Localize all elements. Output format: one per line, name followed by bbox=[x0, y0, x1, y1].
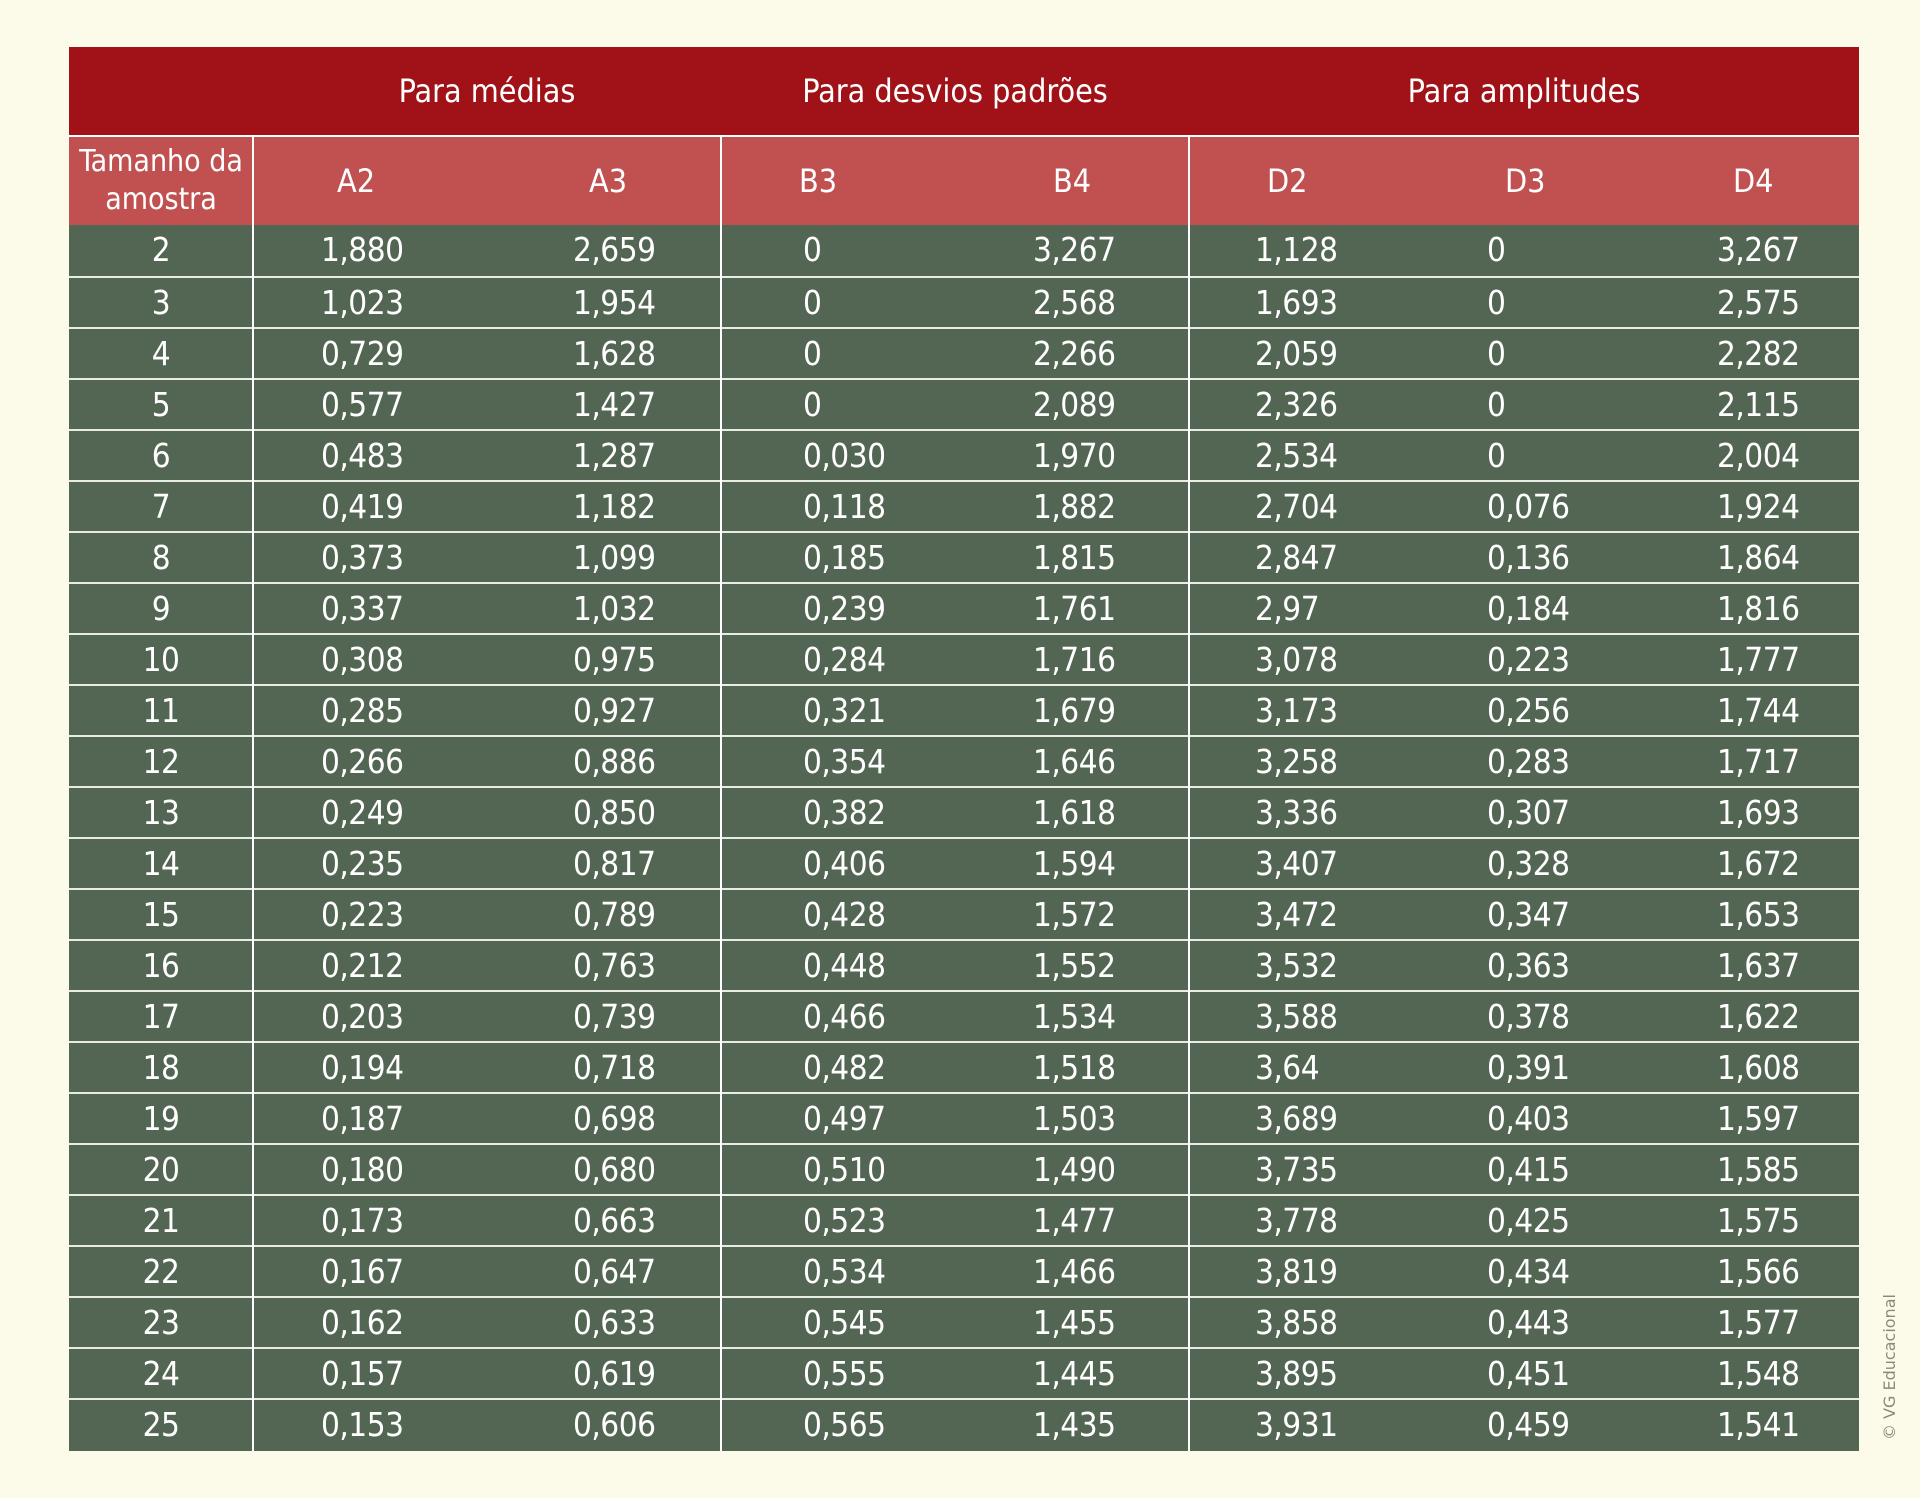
cell-a2: 0,223 bbox=[321, 895, 404, 934]
cell-d3: 0,378 bbox=[1487, 997, 1570, 1036]
cell-a2: 0,577 bbox=[321, 385, 404, 424]
cell-b4: 2,568 bbox=[1033, 283, 1116, 322]
cell-sample-size: 15 bbox=[142, 895, 180, 934]
cell-a2: 0,203 bbox=[321, 997, 404, 1036]
cell-sample-size: 4 bbox=[151, 334, 171, 373]
cell-b3: 0,523 bbox=[803, 1201, 886, 1240]
cell-b4: 1,445 bbox=[1033, 1354, 1116, 1393]
table-row bbox=[69, 1041, 1859, 1092]
cell-d4: 1,622 bbox=[1717, 997, 1800, 1036]
cell-a3: 0,633 bbox=[573, 1303, 656, 1342]
table-row bbox=[69, 1143, 1859, 1194]
cell-a3: 0,763 bbox=[573, 946, 656, 985]
cell-b3: 0,030 bbox=[803, 436, 886, 475]
cell-b4: 3,267 bbox=[1033, 230, 1116, 269]
table-row bbox=[69, 378, 1859, 429]
copyright-credit: © VG Educacional bbox=[1880, 1294, 1899, 1440]
sample-size-header-line1: Tamanho da bbox=[79, 144, 243, 179]
cell-a3: 0,680 bbox=[573, 1150, 656, 1189]
cell-b4: 1,761 bbox=[1033, 589, 1116, 628]
cell-b4: 1,534 bbox=[1033, 997, 1116, 1036]
table-row bbox=[69, 276, 1859, 327]
cell-d4: 2,115 bbox=[1717, 385, 1800, 424]
column-header-b3: B3 bbox=[799, 162, 838, 200]
cell-a2: 0,249 bbox=[321, 793, 404, 832]
cell-b3: 0 bbox=[803, 334, 822, 373]
cell-d3: 0,328 bbox=[1487, 844, 1570, 883]
cell-b4: 1,435 bbox=[1033, 1405, 1116, 1444]
cell-a3: 0,850 bbox=[573, 793, 656, 832]
cell-a2: 0,162 bbox=[321, 1303, 404, 1342]
cell-b4: 1,518 bbox=[1033, 1048, 1116, 1087]
cell-d4: 2,575 bbox=[1717, 283, 1800, 322]
cell-d2: 3,407 bbox=[1255, 844, 1338, 883]
cell-a2: 0,180 bbox=[321, 1150, 404, 1189]
table-row bbox=[69, 990, 1859, 1041]
cell-a2: 0,337 bbox=[321, 589, 404, 628]
cell-d3: 0,136 bbox=[1487, 538, 1570, 577]
cell-b3: 0,448 bbox=[803, 946, 886, 985]
cell-sample-size: 18 bbox=[142, 1048, 180, 1087]
cell-b3: 0,565 bbox=[803, 1405, 886, 1444]
cell-b3: 0,406 bbox=[803, 844, 886, 883]
column-header-a2: A2 bbox=[337, 162, 375, 200]
column-header-d2: D2 bbox=[1267, 162, 1308, 200]
cell-b3: 0,555 bbox=[803, 1354, 886, 1393]
cell-d2: 3,588 bbox=[1255, 997, 1338, 1036]
cell-d4: 1,566 bbox=[1717, 1252, 1800, 1291]
cell-d3: 0 bbox=[1487, 283, 1506, 322]
cell-d2: 2,847 bbox=[1255, 538, 1338, 577]
table-row bbox=[69, 684, 1859, 735]
cell-d2: 2,059 bbox=[1255, 334, 1338, 373]
cell-d3: 0 bbox=[1487, 436, 1506, 475]
cell-b3: 0,354 bbox=[803, 742, 886, 781]
cell-a3: 0,739 bbox=[573, 997, 656, 1036]
cell-d3: 0 bbox=[1487, 385, 1506, 424]
cell-sample-size: 7 bbox=[151, 487, 171, 526]
cell-sample-size: 6 bbox=[151, 436, 171, 475]
cell-a2: 0,157 bbox=[321, 1354, 404, 1393]
cell-d3: 0,403 bbox=[1487, 1099, 1570, 1138]
group-header-row bbox=[69, 47, 1859, 135]
cell-d4: 1,608 bbox=[1717, 1048, 1800, 1087]
cell-d4: 1,653 bbox=[1717, 895, 1800, 934]
cell-a2: 1,880 bbox=[321, 230, 404, 269]
cell-d4: 1,924 bbox=[1717, 487, 1800, 526]
cell-sample-size: 24 bbox=[142, 1354, 180, 1393]
cell-d3: 0,415 bbox=[1487, 1150, 1570, 1189]
cell-b4: 1,970 bbox=[1033, 436, 1116, 475]
table-row bbox=[69, 225, 1859, 276]
cell-sample-size: 14 bbox=[142, 844, 180, 883]
cell-d2: 3,078 bbox=[1255, 640, 1338, 679]
cell-sample-size: 11 bbox=[142, 691, 180, 730]
cell-a3: 1,287 bbox=[573, 436, 656, 475]
cell-sample-size: 16 bbox=[142, 946, 180, 985]
cell-d2: 2,326 bbox=[1255, 385, 1338, 424]
cell-b4: 1,815 bbox=[1033, 538, 1116, 577]
cell-d2: 3,931 bbox=[1255, 1405, 1338, 1444]
cell-d3: 0,451 bbox=[1487, 1354, 1570, 1393]
table-row bbox=[69, 1092, 1859, 1143]
column-header-d3: D3 bbox=[1505, 162, 1546, 200]
column-divider bbox=[720, 135, 722, 1451]
cell-a3: 1,099 bbox=[573, 538, 656, 577]
cell-d3: 0,434 bbox=[1487, 1252, 1570, 1291]
cell-a3: 0,718 bbox=[573, 1048, 656, 1087]
table-row bbox=[69, 735, 1859, 786]
cell-d2: 3,735 bbox=[1255, 1150, 1338, 1189]
cell-b3: 0,118 bbox=[803, 487, 886, 526]
column-divider bbox=[1188, 135, 1190, 1451]
cell-a2: 0,373 bbox=[321, 538, 404, 577]
cell-sample-size: 5 bbox=[151, 385, 171, 424]
cell-d2: 2,534 bbox=[1255, 436, 1338, 475]
column-header-row bbox=[69, 135, 1859, 225]
cell-d3: 0 bbox=[1487, 230, 1506, 269]
cell-a3: 1,032 bbox=[573, 589, 656, 628]
cell-b3: 0,466 bbox=[803, 997, 886, 1036]
cell-d3: 0,391 bbox=[1487, 1048, 1570, 1087]
cell-sample-size: 17 bbox=[142, 997, 180, 1036]
group-label-amplitudes: Para amplitudes bbox=[1407, 72, 1641, 110]
cell-b4: 1,503 bbox=[1033, 1099, 1116, 1138]
cell-b4: 2,089 bbox=[1033, 385, 1116, 424]
cell-sample-size: 19 bbox=[142, 1099, 180, 1138]
cell-a2: 0,173 bbox=[321, 1201, 404, 1240]
cell-d4: 2,282 bbox=[1717, 334, 1800, 373]
cell-b3: 0,534 bbox=[803, 1252, 886, 1291]
cell-d4: 2,004 bbox=[1717, 436, 1800, 475]
cell-d4: 1,541 bbox=[1717, 1405, 1800, 1444]
table-row bbox=[69, 888, 1859, 939]
cell-sample-size: 13 bbox=[142, 793, 180, 832]
cell-d3: 0,184 bbox=[1487, 589, 1570, 628]
cell-d3: 0,443 bbox=[1487, 1303, 1570, 1342]
cell-sample-size: 3 bbox=[151, 283, 171, 322]
cell-d4: 1,864 bbox=[1717, 538, 1800, 577]
cell-a2: 0,235 bbox=[321, 844, 404, 883]
cell-d3: 0 bbox=[1487, 334, 1506, 373]
cell-d3: 0,076 bbox=[1487, 487, 1570, 526]
cell-b4: 1,882 bbox=[1033, 487, 1116, 526]
table-row bbox=[69, 327, 1859, 378]
column-header-d4: D4 bbox=[1733, 162, 1774, 200]
cell-d3: 0,256 bbox=[1487, 691, 1570, 730]
cell-b3: 0,482 bbox=[803, 1048, 886, 1087]
cell-b4: 1,477 bbox=[1033, 1201, 1116, 1240]
cell-b3: 0,497 bbox=[803, 1099, 886, 1138]
cell-d4: 1,548 bbox=[1717, 1354, 1800, 1393]
table-row bbox=[69, 1194, 1859, 1245]
column-header-a3: A3 bbox=[589, 162, 627, 200]
cell-a3: 0,647 bbox=[573, 1252, 656, 1291]
cell-b4: 1,594 bbox=[1033, 844, 1116, 883]
cell-a3: 0,789 bbox=[573, 895, 656, 934]
cell-a2: 0,266 bbox=[321, 742, 404, 781]
cell-b4: 1,455 bbox=[1033, 1303, 1116, 1342]
cell-d4: 1,597 bbox=[1717, 1099, 1800, 1138]
cell-d4: 1,744 bbox=[1717, 691, 1800, 730]
table-row bbox=[69, 480, 1859, 531]
cell-d4: 1,777 bbox=[1717, 640, 1800, 679]
cell-d2: 3,258 bbox=[1255, 742, 1338, 781]
cell-d4: 1,693 bbox=[1717, 793, 1800, 832]
cell-d4: 1,637 bbox=[1717, 946, 1800, 985]
table-row bbox=[69, 1245, 1859, 1296]
cell-a3: 0,975 bbox=[573, 640, 656, 679]
table-row bbox=[69, 786, 1859, 837]
sample-size-header bbox=[69, 137, 253, 225]
table-row bbox=[69, 837, 1859, 888]
cell-d4: 1,717 bbox=[1717, 742, 1800, 781]
cell-d3: 0,425 bbox=[1487, 1201, 1570, 1240]
cell-d3: 0,347 bbox=[1487, 895, 1570, 934]
cell-a3: 0,606 bbox=[573, 1405, 656, 1444]
cell-d3: 0,223 bbox=[1487, 640, 1570, 679]
cell-b3: 0,239 bbox=[803, 589, 886, 628]
cell-sample-size: 10 bbox=[142, 640, 180, 679]
table-row bbox=[69, 939, 1859, 990]
group-label-medias: Para médias bbox=[398, 72, 576, 110]
cell-b4: 1,572 bbox=[1033, 895, 1116, 934]
cell-d3: 0,283 bbox=[1487, 742, 1570, 781]
cell-b3: 0 bbox=[803, 385, 822, 424]
cell-d4: 1,816 bbox=[1717, 589, 1800, 628]
table-row bbox=[69, 531, 1859, 582]
cell-sample-size: 2 bbox=[151, 230, 171, 269]
cell-b4: 1,679 bbox=[1033, 691, 1116, 730]
cell-sample-size: 9 bbox=[151, 589, 171, 628]
table-row bbox=[69, 1296, 1859, 1347]
cell-b3: 0,510 bbox=[803, 1150, 886, 1189]
table-row bbox=[69, 1347, 1859, 1398]
cell-a3: 0,886 bbox=[573, 742, 656, 781]
cell-d2: 3,472 bbox=[1255, 895, 1338, 934]
table-row bbox=[69, 429, 1859, 480]
cell-a3: 1,628 bbox=[573, 334, 656, 373]
cell-a2: 0,729 bbox=[321, 334, 404, 373]
cell-b4: 1,490 bbox=[1033, 1150, 1116, 1189]
cell-d2: 3,858 bbox=[1255, 1303, 1338, 1342]
group-label-desvios: Para desvios padrões bbox=[802, 72, 1108, 110]
cell-sample-size: 20 bbox=[142, 1150, 180, 1189]
cell-a2: 0,285 bbox=[321, 691, 404, 730]
cell-b3: 0 bbox=[803, 283, 822, 322]
cell-b3: 0,382 bbox=[803, 793, 886, 832]
table-row bbox=[69, 1398, 1859, 1449]
table-row bbox=[69, 582, 1859, 633]
column-header-b4: B4 bbox=[1053, 162, 1092, 200]
cell-d4: 3,267 bbox=[1717, 230, 1800, 269]
cell-d3: 0,459 bbox=[1487, 1405, 1570, 1444]
cell-b4: 1,466 bbox=[1033, 1252, 1116, 1291]
cell-d2: 3,895 bbox=[1255, 1354, 1338, 1393]
cell-sample-size: 23 bbox=[142, 1303, 180, 1342]
cell-d2: 3,532 bbox=[1255, 946, 1338, 985]
cell-d2: 3,336 bbox=[1255, 793, 1338, 832]
cell-d3: 0,363 bbox=[1487, 946, 1570, 985]
cell-a3: 0,663 bbox=[573, 1201, 656, 1240]
cell-b3: 0,545 bbox=[803, 1303, 886, 1342]
cell-a2: 0,483 bbox=[321, 436, 404, 475]
cell-sample-size: 25 bbox=[142, 1405, 180, 1444]
cell-a2: 0,167 bbox=[321, 1252, 404, 1291]
cell-b3: 0,428 bbox=[803, 895, 886, 934]
cell-sample-size: 21 bbox=[142, 1201, 180, 1240]
cell-d4: 1,575 bbox=[1717, 1201, 1800, 1240]
cell-b4: 2,266 bbox=[1033, 334, 1116, 373]
cell-a3: 0,619 bbox=[573, 1354, 656, 1393]
cell-b4: 1,552 bbox=[1033, 946, 1116, 985]
cell-a2: 0,153 bbox=[321, 1405, 404, 1444]
cell-b3: 0,284 bbox=[803, 640, 886, 679]
cell-sample-size: 22 bbox=[142, 1252, 180, 1291]
cell-a3: 0,698 bbox=[573, 1099, 656, 1138]
cell-d2: 1,128 bbox=[1255, 230, 1338, 269]
cell-a2: 0,194 bbox=[321, 1048, 404, 1087]
column-divider bbox=[252, 135, 254, 1451]
cell-a3: 0,927 bbox=[573, 691, 656, 730]
cell-sample-size: 12 bbox=[142, 742, 180, 781]
cell-d4: 1,585 bbox=[1717, 1150, 1800, 1189]
cell-d2: 3,173 bbox=[1255, 691, 1338, 730]
cell-d2: 3,64 bbox=[1255, 1048, 1320, 1087]
cell-d2: 3,778 bbox=[1255, 1201, 1338, 1240]
cell-d2: 2,704 bbox=[1255, 487, 1338, 526]
cell-d2: 2,97 bbox=[1255, 589, 1320, 628]
cell-a3: 1,954 bbox=[573, 283, 656, 322]
cell-a2: 0,212 bbox=[321, 946, 404, 985]
cell-a2: 0,419 bbox=[321, 487, 404, 526]
cell-d3: 0,307 bbox=[1487, 793, 1570, 832]
table-row bbox=[69, 633, 1859, 684]
cell-a3: 1,182 bbox=[573, 487, 656, 526]
cell-b3: 0 bbox=[803, 230, 822, 269]
cell-a2: 1,023 bbox=[321, 283, 404, 322]
control-chart-factors-table bbox=[69, 47, 1859, 1451]
cell-a3: 1,427 bbox=[573, 385, 656, 424]
cell-a3: 2,659 bbox=[573, 230, 656, 269]
cell-sample-size: 8 bbox=[151, 538, 171, 577]
cell-b3: 0,321 bbox=[803, 691, 886, 730]
cell-b3: 0,185 bbox=[803, 538, 886, 577]
cell-a3: 0,817 bbox=[573, 844, 656, 883]
cell-d4: 1,672 bbox=[1717, 844, 1800, 883]
cell-b4: 1,716 bbox=[1033, 640, 1116, 679]
cell-d2: 3,689 bbox=[1255, 1099, 1338, 1138]
cell-d2: 1,693 bbox=[1255, 283, 1338, 322]
cell-b4: 1,618 bbox=[1033, 793, 1116, 832]
sample-size-header-line2: amostra bbox=[105, 182, 217, 217]
cell-a2: 0,187 bbox=[321, 1099, 404, 1138]
table-body bbox=[69, 225, 1859, 1451]
cell-d2: 3,819 bbox=[1255, 1252, 1338, 1291]
cell-d4: 1,577 bbox=[1717, 1303, 1800, 1342]
cell-b4: 1,646 bbox=[1033, 742, 1116, 781]
cell-a2: 0,308 bbox=[321, 640, 404, 679]
